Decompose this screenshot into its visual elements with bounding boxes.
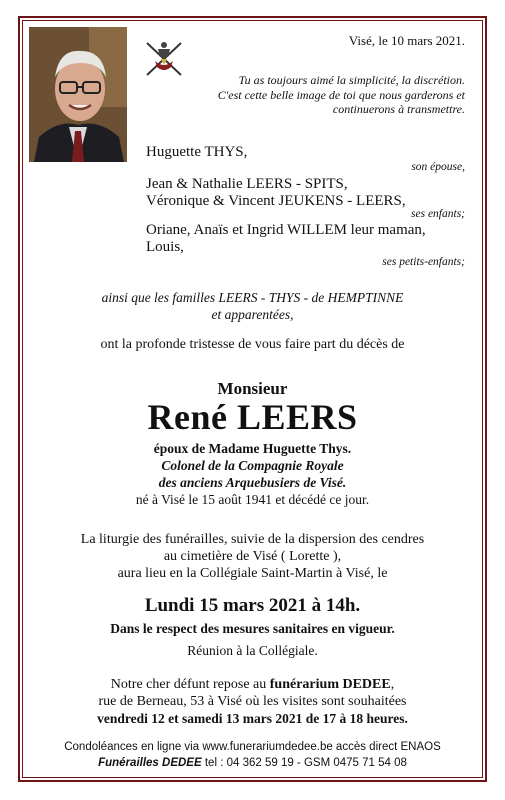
visits-line-2: rue de Berneau, 53 à Visé où les visites sont souhaitées	[98, 694, 407, 709]
visits-comma: ,	[390, 677, 395, 692]
condolences-line: Condoléances en ligne via www.funerariumdedee.be accès direct ENAOS	[64, 741, 441, 753]
crossed-arquebus-emblem-icon	[141, 35, 187, 81]
visits-prefix: Notre cher défunt repose au	[110, 677, 270, 692]
ceremony-line-1: La liturgie des funérailles, suivie de la dispersion des cendres	[80, 532, 425, 547]
grandchildren-role: ses petits-enfants;	[382, 256, 465, 268]
sanitary-note: Dans le respect des mesures sanitaires en vigueur.	[110, 621, 395, 636]
quote-line-2: C'est cette belle image de toi que nous garderons et	[217, 88, 465, 102]
announcement-line: ont la profonde tristesse de vous faire part du décès de	[100, 337, 405, 352]
visits-line-3: vendredi 12 et samedi 13 mars 2021 de 17 à 18 heures.	[97, 711, 408, 726]
families-line-2: et apparentées,	[211, 307, 294, 322]
birth-line: né à Visé le 15 août 1941 et décédé ce jour.	[135, 492, 370, 507]
child-2: Véronique & Vincent JEUKENS - LEERS,	[146, 193, 406, 209]
spouse-line: époux de Madame Huguette Thys.	[153, 441, 352, 456]
deceased-title: Monsieur	[217, 379, 288, 398]
quote-line-3: continuerons à transmettre.	[332, 102, 465, 116]
funeral-contact	[0, 757, 505, 769]
meeting-note: Réunion à la Collégiale.	[187, 643, 318, 658]
place-date: Visé, le 10 mars 2021.	[348, 33, 465, 48]
funerarium-name: funérarium DEDEE	[269, 677, 391, 692]
ceremony-line-3: aura lieu en la Collégiale Saint-Martin à Visé, le	[117, 566, 388, 581]
wife-name: Huguette THYS,	[146, 144, 248, 160]
quote-line-1: Tu as toujours aimé la simplicité, la discrétion.	[238, 73, 465, 87]
grandchildren-1: Oriane, Anaïs et Ingrid WILLEM leur maman,	[146, 222, 426, 238]
wife-role: son épouse,	[411, 161, 465, 173]
children-role: ses enfants;	[411, 208, 465, 220]
deceased-name: René LEERS	[147, 397, 358, 437]
grandchildren-2: Louis,	[146, 239, 184, 255]
rank-line-1: Colonel de la Compagnie Royale	[161, 458, 344, 473]
child-1: Jean & Nathalie LEERS - SPITS,	[146, 176, 348, 192]
ceremony-line-2: au cimetière de Visé ( Lorette ),	[163, 549, 342, 564]
ceremony-date: Lundi 15 mars 2021 à 14h.	[144, 595, 361, 616]
visits-line-1	[0, 677, 505, 693]
rank-line-2: des anciens Arquebusiers de Visé.	[158, 475, 347, 490]
funeral-phone: tel : 04 362 59 19 - GSM 0475 71 54 08	[201, 757, 407, 769]
funeral-home-name: Funérailles DEDEE	[98, 757, 202, 769]
families-line-1: ainsi que les familles LEERS - THYS - de HEMPTINNE	[101, 290, 404, 305]
portrait-photo	[29, 27, 127, 162]
